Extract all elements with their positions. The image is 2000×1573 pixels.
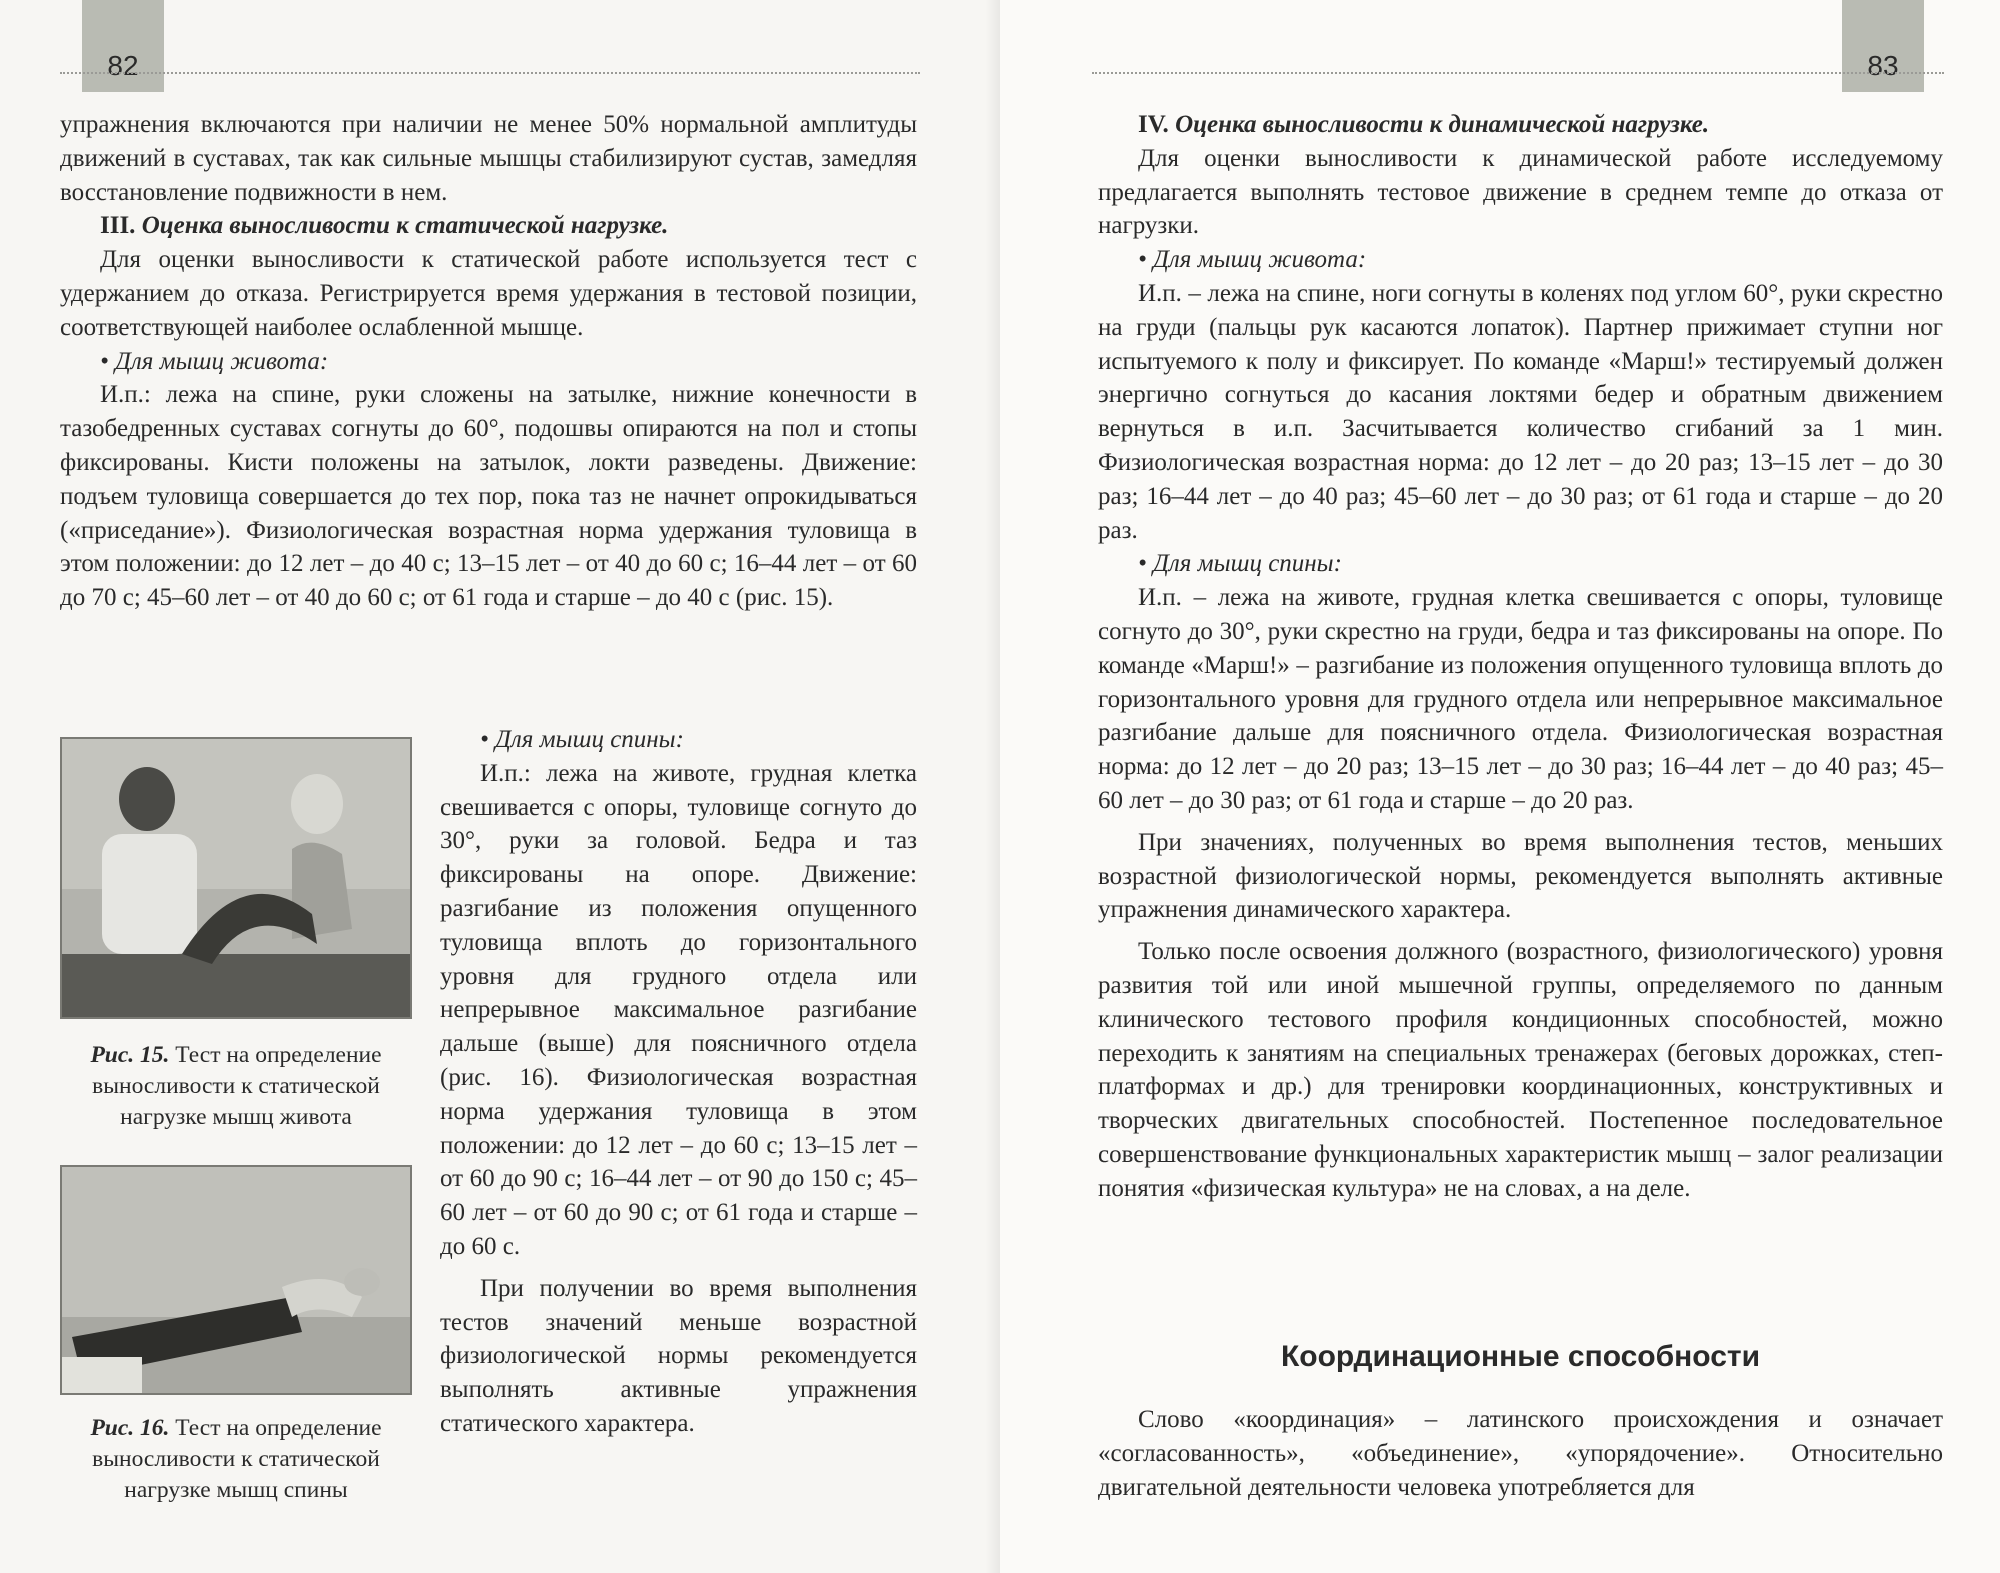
section4-title: Оценка выносливости к динамической нагрузке. xyxy=(1175,111,1710,138)
figure-15-photo xyxy=(60,737,412,1019)
figure-16-label: Рис. 16. xyxy=(90,1415,170,1441)
header-rule-right xyxy=(1092,72,1944,74)
right-values-paragraph: При значениях, полученных во время выполнения тестов, меньших возрастной физиологической нормы, рекомендуется выполнять активные упражнения динамического характера. xyxy=(1098,828,1943,924)
page-number-left: 82 xyxy=(82,0,164,92)
header-rule-left xyxy=(60,72,920,74)
page-number-right: 83 xyxy=(1842,0,1924,92)
left-conclusion: При получении во время выполнения тестов значений меньше возрастной физиологической нормы рекомендуется выполнять активные упражнения статического характера. xyxy=(440,1274,917,1437)
left-top-paragraph: упражнения включаются при наличии не менее 50% нормальной амплитуды движений в суставах, так как сильные мышцы стабилизируют сустав, замедляя восстановление подвижности в нем. xyxy=(60,111,917,206)
figure-15-caption-text: Тест на определение выносливости к статической нагрузке мышц живота xyxy=(92,1042,382,1130)
left-back-column xyxy=(440,723,917,1441)
figure-16-caption xyxy=(55,1413,417,1506)
section4-heading xyxy=(1098,108,1943,142)
right-only-after-paragraph: Только после освоения должного (возрастного, физиологического) уровня развития той или иной мышечной группы, определяемого по данным клинического тестового профиля кондиционных способностей, можно переходить к занятиям на специальных тренажерах (беговых дорожках, степ-платформах и др.) для тренировки координационных, конструктивных и творческих двигательных способностей. Постепенное последовательное совершенствование функциональных характеристик мышц – залог реализации понятия «физическая культура» не на словах, а на деле. xyxy=(1098,938,1943,1202)
section-title-coordination: Координационные способности xyxy=(1280,1340,1761,1373)
right-abs-text: И.п. – лежа на спине, ноги согнуты в коленях под углом 60°, руки скрестно на груди (пальцы рук касаются лопаток). Партнер прижимает ступни ног испытуемого к полу и фиксирует. По команде «Марш!» тестируемый должен энергично согнуться до касания локтями бедер и обратным движением вернуться в и.п. Засчитывается количество сгибаний за 1 мин. Физиологическая возрастная норма: до 12 лет – до 20 раз; 13–15 лет – до 30 раз; 16–44 лет – до 40 раз; 45–60 лет – до 30 раз; от 61 года и старше – до 20 раз. xyxy=(1098,279,1943,544)
right-final-text xyxy=(1098,1403,1943,1504)
figure-16-illustration xyxy=(62,1167,410,1393)
left-abs-text: И.п.: лежа на спине, руки сложены на затылке, нижние конечности в тазобедренных суставах согнуты до 60°, подошвы опираются на пол и стопы фиксированы. Кисти положены на затылок, локти разведены. Движение: подъем туловища совершается до тех пор, пока таз не начнет опрокидываться («приседание»). Физиологическая возрастная норма удержания туловища в этом положении: до 12 лет – до 40 с; 13–15 лет – от 40 до 60 с; 16–44 лет – от 60 до 70 с; 45–60 лет – от 40 до 60 с; от 61 года и старше – до 40 с (рис. 15). xyxy=(60,381,917,612)
figure-16-caption-text: Тест на определение выносливости к статической нагрузке мышц спины xyxy=(92,1415,382,1503)
figure-15-label: Рис. 15. xyxy=(90,1042,170,1068)
left-back-text: И.п.: лежа на животе, грудная клетка свешивается с опоры, туловище согнуто до 30°, руки за головой. Бедра и таз фиксированы на опоре. Движение: разгибание из положения опущенного туловища вплоть до горизонтального уровня для грудного отдела или непрерывное максимальное разгибание дальше (выше) для поясничного отдела (рис. 16). Физиологическая возрастная норма удержания туловища в этом положении: до 12 лет – до 60 с; 13–15 лет – от 60 до 90 с; 16–44 лет – от 90 до 150 с; 45–60 лет – от 60 до 90 с; от 61 года и старше – до 60 с. xyxy=(440,759,917,1260)
right-page xyxy=(1000,0,2000,1573)
left-abs-bullet: • Для мышц живота: xyxy=(100,347,329,375)
figure-15-illustration xyxy=(62,739,410,1017)
section4-number: IV. xyxy=(1138,111,1169,138)
section3-intro: Для оценки выносливости к статической работе используется тест с удержанием до отказа. Регистрируется время удержания в тестовой позиции, соответствующей наиболее ослабленной мышце. xyxy=(60,246,917,341)
section3-number: III. xyxy=(100,212,136,240)
left-main-text xyxy=(60,108,917,615)
right-abs-bullet: • Для мышц живота: xyxy=(1138,246,1367,274)
right-back-bullet: • Для мышц спины: xyxy=(1138,550,1342,578)
figure-15-caption xyxy=(55,1040,417,1133)
section3-title: Оценка выносливости к статической нагрузке. xyxy=(141,212,669,240)
right-main-text xyxy=(1098,108,1943,1206)
section4-intro: Для оценки выносливости к динамической работе исследуемому предлагается выполнять тестовое движение в среднем темпе до отказа от нагрузки. xyxy=(1098,144,1943,240)
section3-heading xyxy=(60,209,917,243)
right-back-text: И.п. – лежа на животе, грудная клетка свешивается с опоры, туловище согнуто до 30°, руки скрестно на груди, бедра и таз фиксированы на опоре. По команде «Марш!» – разгибание из положения опущенного туловища вплоть до горизонтального уровня для грудного отдела или непрерывное максимальное разгибание дальше для поясничного отдела. Физиологическая возрастная норма: до 12 лет – до 20 раз; 13–15 лет – до 30 раз; 16–44 лет – до 40 раз; 45–60 лет – до 30 раз; от 61 года и старше – до 20 раз. xyxy=(1098,584,1943,814)
right-final-paragraph: Слово «координация» – латинского происхождения и означает «согласованность», «объединение», «упорядочение». Относительно двигательной деятельности человека употребляется для xyxy=(1098,1406,1943,1501)
left-back-bullet: • Для мышц спины: xyxy=(480,726,684,753)
figure-16-photo xyxy=(60,1165,412,1395)
